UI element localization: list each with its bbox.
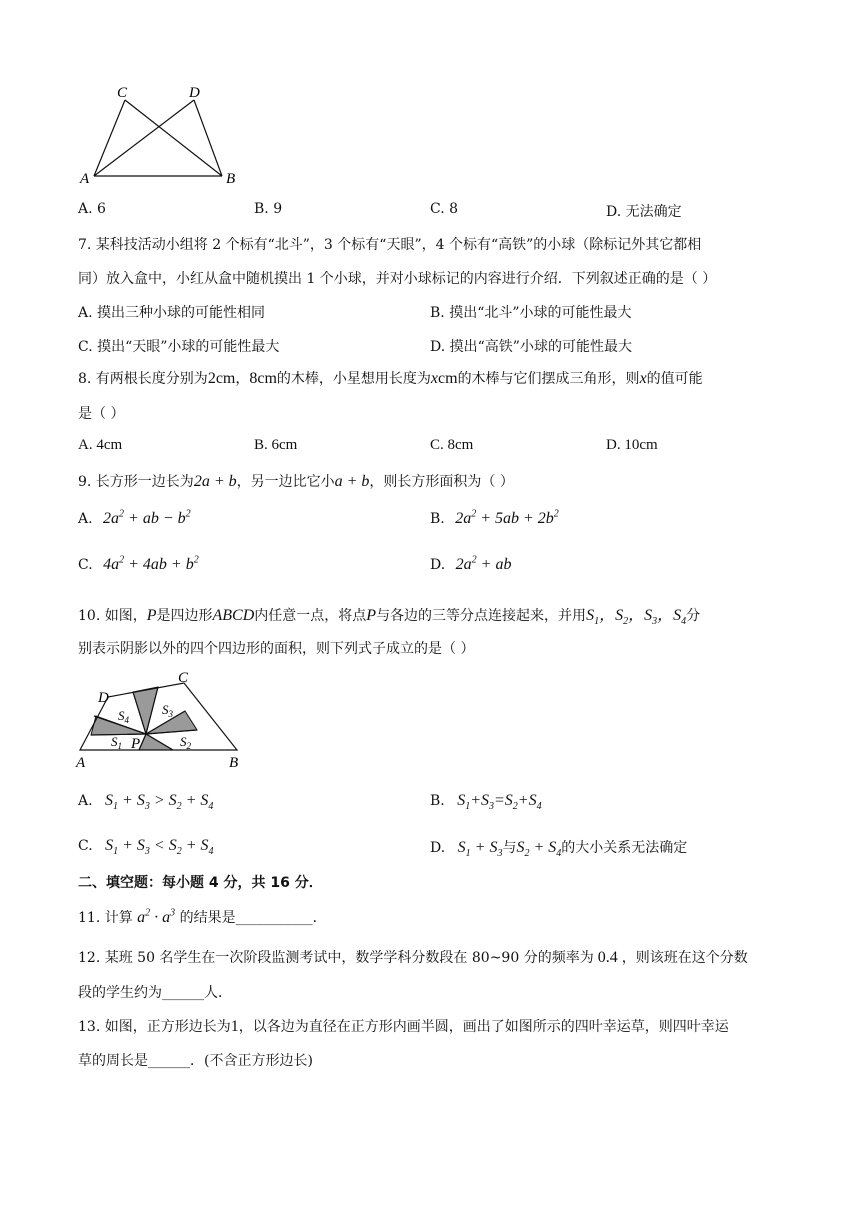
q13-text-line2: 草的周长是______．(不含正方形边长) (78, 1053, 313, 1069)
q9-option-b (430, 510, 559, 528)
q12-text-line2: 段的学生约为______人． (78, 985, 232, 1001)
q11-p2: 的结果是___________． (179, 910, 327, 926)
q9-option-a-label: A. (78, 511, 93, 527)
q9-v1: 2a + b (193, 473, 237, 490)
q7-option-c: C. 摸出“天眼”小球的可能性最大 (78, 339, 280, 355)
q9-p1: 9. 长方形一边长为 (78, 474, 194, 490)
q10-P2: P (366, 607, 377, 624)
label-D: D (98, 690, 109, 706)
q7-text-line2: 同）放入盒中，小红从盒中随机摸出 1 个小球，并对小球标记的内容进行介绍．下列叙述正确的是（ ） (78, 271, 717, 287)
q8-v2: 8cm (249, 370, 277, 387)
q6-option-b: B. 9 (254, 201, 283, 217)
label-A: A (80, 171, 90, 187)
q7-option-b: B. 摸出“北斗”小球的可能性最大 (430, 305, 632, 321)
q10-option-d-formula1: $S_1 + S_3$ (457, 839, 503, 860)
q10-ABCD: ABCD (212, 607, 255, 624)
q10-p2: 是四边形 (156, 608, 213, 624)
q11-p1: 11. 计算 (78, 910, 133, 926)
label-P: P (131, 736, 141, 752)
q10-option-a-label: A. (78, 793, 93, 809)
q8-v3: x (430, 370, 439, 387)
q8-p2: ， (235, 371, 250, 387)
q6-option-c: C. 8 (430, 201, 459, 217)
q8-p4: 的木棒与它们摆成三角形，则 (457, 371, 640, 387)
q9-option-a-formula: $2a^2$ + ab − $b^2$ (103, 508, 191, 527)
q8-p3: 的木棒，小星想用长度为 (276, 371, 431, 387)
q7-text-line1: 7. 某科技活动小组将 2 个标有“北斗”，3 个标有“天眼”，4 个标有“高铁”的小球（除标记外其它都相 (78, 237, 702, 253)
q9-option-b-label: B. (430, 511, 445, 527)
q9-text (78, 471, 514, 491)
q12-value: 0.4 (597, 949, 618, 966)
q8-option-b: B. 6cm (254, 437, 298, 453)
q10-option-d (430, 837, 688, 860)
q13-p1: 13. 如图，正方形边长为 (78, 1019, 231, 1035)
q8-text-line2: 是（ ） (78, 406, 125, 422)
q13-value: 1 (230, 1018, 239, 1035)
q8-v3-unit: cm (438, 370, 458, 387)
q6-option-d: D. 无法确定 (606, 204, 682, 220)
q10-p3: 内任意一点，将点 (254, 608, 367, 624)
q9-option-c-label: C. (78, 557, 93, 573)
q10-option-a (78, 792, 214, 813)
q9-p2: ，另一边比它小 (236, 474, 335, 490)
label-C: C (117, 85, 128, 101)
q9-option-d (430, 556, 511, 574)
q10-p4: 与各边的三等分点连接起来，并用 (376, 608, 587, 624)
q10-option-c-formula: $S_1 + S_3 < S_2 + S_4$ (105, 837, 214, 858)
q8-option-c: C. 8cm (430, 437, 474, 453)
q8-v1: 2cm (207, 370, 236, 387)
q10-option-c-label: C. (78, 838, 93, 854)
q9-option-d-formula: $2a^2$ + ab (455, 554, 512, 573)
label-S3: $S_3$ (162, 702, 173, 719)
q10-option-b-label: B. (430, 793, 445, 809)
q8-v4: x (639, 370, 647, 387)
q13-p2: ，以各边为直径在正方形内画半圆，画出了如图所示的四叶幸运草，则四叶幸运 (238, 1019, 729, 1035)
figure-q6 (78, 82, 248, 192)
section-fill-in-heading: 二、填空题：每小题 4 分，共 16 分． (78, 875, 323, 891)
q10-option-b-formula: $S_1+S_3=S_2+S_4$ (457, 792, 542, 813)
label-C: C (178, 670, 189, 686)
q9-option-c-formula: $4a^2 + 4ab + b^2$ (103, 554, 199, 573)
q10-P: P (146, 607, 157, 624)
q10-option-c (78, 837, 214, 858)
q8-text-line1 (78, 368, 703, 388)
q9-option-d-label: D. (430, 557, 446, 573)
q8-option-a: A. 4cm (78, 437, 123, 453)
q13-text-line1 (78, 1016, 729, 1036)
q9-p3: ，则长方形面积为（ ） (369, 474, 514, 490)
q8-p1: 8. 有两根长度分别为 (78, 371, 208, 387)
q9-option-a (78, 510, 191, 528)
q10-text-line2: 别表示阴影以外的四个四边形的面积，则下列式子成立的是（ ） (78, 641, 475, 657)
q10-p1: 10. 如图， (78, 608, 147, 624)
q10-p5: 分 (686, 608, 701, 624)
q9-option-c (78, 556, 199, 574)
figure-q10 (74, 668, 254, 774)
q10-s-list: $S_1$，$S_2$，$S_3$，$S_4$ (586, 607, 687, 628)
label-S2: $S_2$ (180, 734, 191, 751)
q11-text (78, 907, 327, 927)
q12-p1: 12. 某班 50 名学生在一次阶段监测考试中，数学学科分数段在 80~90 分的频率为 (78, 950, 594, 966)
q7-option-a: A. 摸出三种小球的可能性相同 (78, 305, 266, 321)
q10-text-line1 (78, 602, 701, 628)
q10-option-b (430, 792, 542, 813)
q10-option-d-label: D. (430, 840, 446, 856)
label-S4: $S_4$ (118, 708, 129, 725)
q9-option-b-formula: $2a^2 + 5ab + 2b^2$ (455, 508, 559, 527)
q11-formula: $a^2 \cdot a^3$ (137, 907, 176, 926)
q7-option-d: D. 摸出“高铁”小球的可能性最大 (430, 339, 632, 355)
q10-option-d-mid: 与 (502, 840, 517, 856)
label-B: B (229, 755, 239, 771)
label-B: B (226, 171, 236, 187)
label-D: D (189, 85, 200, 101)
q10-option-a-formula: $S_1 + S_3 > S_2 + S_4$ (105, 792, 214, 813)
label-S1: $S_1$ (111, 734, 122, 751)
q10-option-d-tail: 的大小关系无法确定 (561, 840, 688, 856)
q10-option-d-formula2: $S_2 + S_4$ (516, 839, 562, 860)
label-A: A (76, 755, 86, 771)
q12-p2: ，则该班在这个分数 (621, 950, 748, 966)
q9-v2: a + b (334, 473, 370, 490)
q12-text-line1 (78, 947, 748, 967)
q6-option-a: A. 6 (78, 201, 106, 217)
q8-option-d: D. 10cm (606, 437, 658, 453)
q8-p5: 的值可能 (646, 371, 703, 387)
